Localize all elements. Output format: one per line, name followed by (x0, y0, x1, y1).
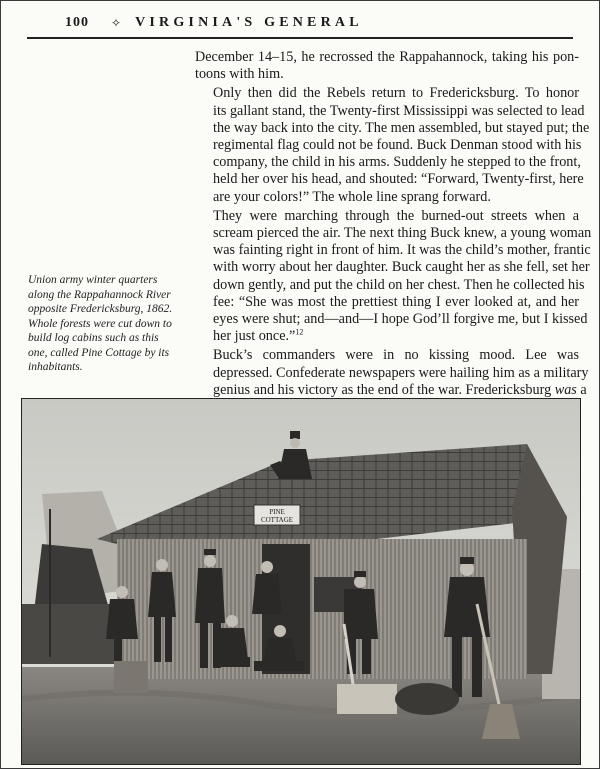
caption-line: one, called Pine Cottage by its (28, 346, 170, 359)
footnote-ref: 12 (295, 327, 304, 337)
historical-photograph (21, 398, 581, 765)
caption-line: inhabitants. (28, 361, 83, 373)
caption-line: Union army winter quarters (28, 274, 158, 286)
running-header (29, 13, 571, 33)
photo-illustration (22, 399, 580, 764)
body-text (195, 49, 592, 399)
text-line: fee: “She was most the prettiest thing I ever looked at, and her (213, 293, 579, 310)
caption-line: along the Rappahannock River (28, 288, 171, 301)
sign-text-line2: COTTAGE (260, 516, 294, 524)
caption-line: opposite Fredericksburg, 1862. (28, 303, 173, 315)
paragraph-3 (195, 207, 592, 346)
header-rule (27, 37, 573, 39)
text-line: with worry about her daughter. Buck caught her as she fell, set her (213, 259, 590, 276)
text-line: are your colors!” The whole line sprang forward. (213, 188, 491, 205)
running-title: VIRGINIA'S GENERAL (135, 15, 363, 30)
sign-text-line1: PINE (269, 508, 285, 516)
log-stump (114, 661, 148, 693)
text-line: down gently, and put the child on her chest. Then he collected his (213, 276, 585, 293)
text-line: Only then did the Rebels return to Fredericksburg. To honor (213, 85, 579, 102)
caption-line: Whole forests were cut down to (28, 317, 172, 330)
text-line: December 14–15, he recrossed the Rappahannock, taking his pon- (195, 49, 579, 65)
caption-line: build log cabins such as this (28, 332, 159, 344)
text-line-content: genius and his victory as the end of the war. Fredericksburg (213, 381, 555, 398)
chopping-block (337, 684, 397, 714)
text-line: the way back into the city. The men assembled, but stayed put; the (213, 119, 590, 136)
text-line-tail: a (576, 381, 587, 398)
text-line: They were marching through the burned-out streets when a (213, 207, 579, 224)
text-line (195, 328, 579, 345)
ornament-icon: ✧ (111, 15, 122, 30)
text-line: Buck’s commanders were in no kissing mood. Lee was (213, 347, 579, 364)
page-number: 100 (65, 15, 89, 30)
text-line (195, 381, 587, 399)
log-pile (395, 683, 459, 715)
text-line: company, the child in his arms. Suddenly he stepped to the front, (213, 154, 581, 171)
text-line: held her over his head, and shouted: “Forward, Twenty-first, here (213, 171, 584, 188)
text-line: regimental flag could not be found. Buck Denman stood with his (213, 137, 582, 154)
text-line-content: her just once.” (213, 328, 296, 345)
paragraph-1 (195, 49, 579, 83)
emphasis: was (554, 381, 577, 398)
paragraph-2 (195, 85, 590, 205)
paragraph-4 (195, 347, 589, 399)
text-line: depressed. Confederate newspapers were hailing him as a military (213, 364, 589, 381)
text-line: its gallant stand, the Twenty-first Mississippi was selected to lead (213, 102, 585, 119)
text-line: was fainting right in front of him. It was the child’s mother, frantic (213, 242, 591, 259)
text-line: toons with him. (195, 66, 284, 83)
text-line: scream pierced the air. The next thing Buck knew, a young woman (213, 225, 592, 242)
text-line: eyes were shut; and—and—I hope God’ll forgive me, but I kissed (213, 311, 588, 328)
photo-caption (28, 273, 188, 375)
